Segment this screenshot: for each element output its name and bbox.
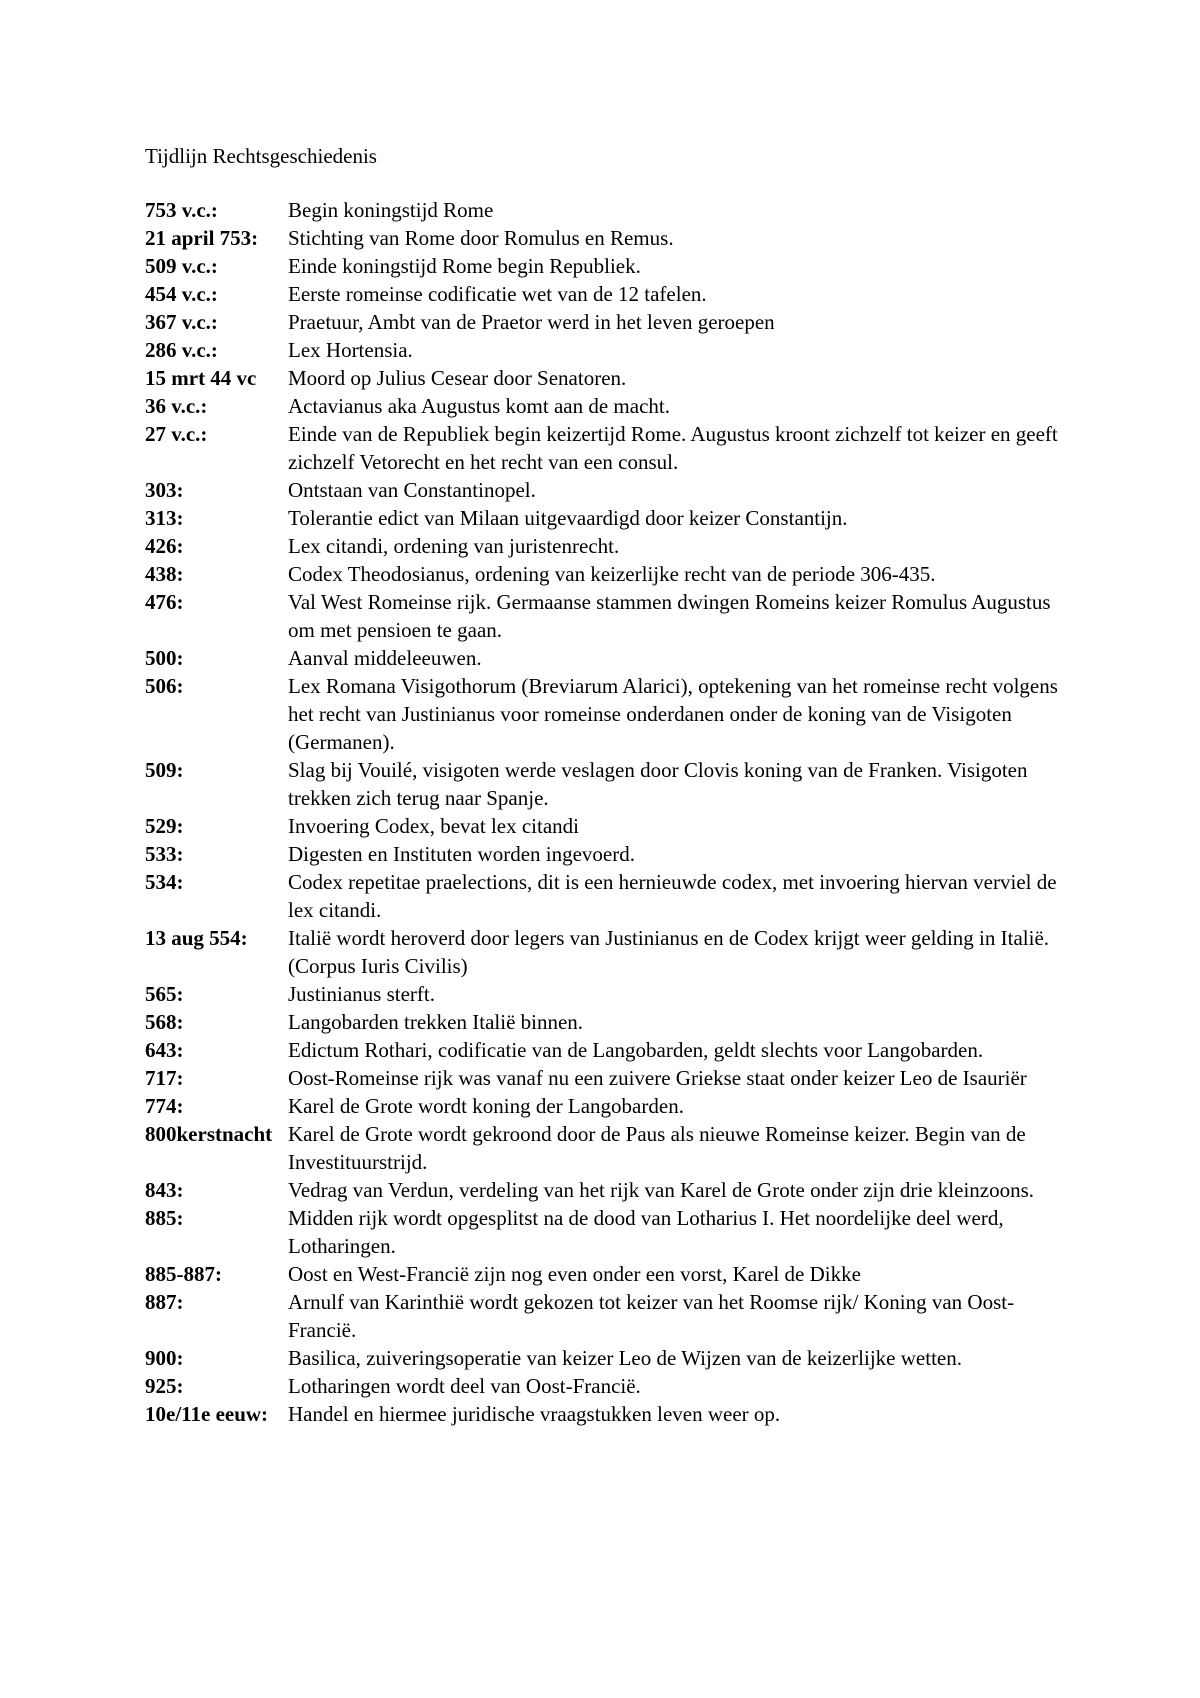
- entry-date: 13 aug 554:: [145, 926, 248, 950]
- timeline-entry: [145, 476, 1075, 504]
- timeline-entry: [145, 1260, 1075, 1288]
- timeline-entry: [145, 504, 1075, 532]
- timeline-entry: [145, 812, 1075, 840]
- timeline-entry: [145, 980, 1075, 1008]
- entry-text: Karel de Grote wordt gekroond door de Paus als nieuwe Romeinse keizer. Begin van de Investituurstrijd.: [288, 1122, 1026, 1174]
- entry-text: Karel de Grote wordt koning der Langobarden.: [288, 1094, 684, 1118]
- timeline-entry: [145, 1372, 1075, 1400]
- timeline-entry: [145, 336, 1075, 364]
- entry-date: 925:: [145, 1374, 184, 1398]
- entry-date: 885-887:: [145, 1262, 222, 1286]
- entry-date: 534:: [145, 870, 184, 894]
- entry-date: 36 v.c.:: [145, 394, 208, 418]
- timeline-entry: [145, 924, 1075, 980]
- entry-text: Moord op Julius Cesear door Senatoren.: [288, 366, 627, 390]
- timeline-entry: [145, 1120, 1075, 1176]
- timeline-entry: [145, 868, 1075, 924]
- timeline-entry: [145, 588, 1075, 644]
- timeline-entry: [145, 1064, 1075, 1092]
- timeline-entry: [145, 756, 1075, 812]
- document-title: Tijdlijn Rechtsgeschiedenis: [145, 144, 377, 168]
- timeline-entry: [145, 364, 1075, 392]
- entry-text: Slag bij Vouilé, visigoten werde veslagen door Clovis koning van de Franken. Visigoten trekken zich terug naar Spanje.: [288, 758, 1028, 810]
- entry-date: 533:: [145, 842, 184, 866]
- entry-text: Oost-Romeinse rijk was vanaf nu een zuivere Griekse staat onder keizer Leo de Isauriër: [288, 1066, 1027, 1090]
- entry-text: Einde van de Republiek begin keizertijd Rome. Augustus kroont zichzelf tot keizer en geeft zichzelf Vetorecht en het recht van een consul.: [288, 422, 1058, 474]
- entry-date: 454 v.c.:: [145, 282, 218, 306]
- entry-date: 887:: [145, 1290, 184, 1314]
- entry-date: 426:: [145, 534, 184, 558]
- entry-text: Oost en West-Francië zijn nog even onder een vorst, Karel de Dikke: [288, 1262, 861, 1286]
- entry-text: Aanval middeleeuwen.: [288, 646, 482, 670]
- entry-date: 885:: [145, 1206, 184, 1230]
- timeline-entry: [145, 560, 1075, 588]
- entry-date: 15 mrt 44 vc: [145, 366, 257, 390]
- entry-date: 286 v.c.:: [145, 338, 218, 362]
- entry-date: 500:: [145, 646, 184, 670]
- entry-text: Arnulf van Karinthië wordt gekozen tot keizer van het Roomse rijk/ Koning van Oost-Francië.: [288, 1290, 1015, 1342]
- entry-text: Praetuur, Ambt van de Praetor werd in het leven geroepen: [288, 310, 775, 334]
- entry-date: 303:: [145, 478, 184, 502]
- timeline-entry: [145, 644, 1075, 672]
- entry-text: Basilica, zuiveringsoperatie van keizer Leo de Wijzen van de keizerlijke wetten.: [288, 1346, 962, 1370]
- entry-text: Justinianus sterft.: [288, 982, 435, 1006]
- entry-text: Val West Romeinse rijk. Germaanse stammen dwingen Romeins keizer Romulus Augustus om met pensioen te gaan.: [288, 590, 1051, 642]
- timeline-entry: [145, 1036, 1075, 1064]
- entry-date: 774:: [145, 1094, 184, 1118]
- entry-date: 843:: [145, 1178, 184, 1202]
- entry-text: Midden rijk wordt opgesplitst na de dood van Lotharius I. Het noordelijke deel werd, Lotharingen.: [288, 1206, 1004, 1258]
- timeline-entry: [145, 672, 1075, 756]
- entry-text: Digesten en Instituten worden ingevoerd.: [288, 842, 635, 866]
- entry-date: 900:: [145, 1346, 184, 1370]
- entry-date: 717:: [145, 1066, 184, 1090]
- timeline-list: [145, 196, 1075, 1428]
- timeline-entry: [145, 196, 1075, 224]
- entry-text: Edictum Rothari, codificatie van de Langobarden, geldt slechts voor Langobarden.: [288, 1038, 984, 1062]
- entry-date: 438:: [145, 562, 184, 586]
- timeline-entry: [145, 1204, 1075, 1260]
- entry-text: Italië wordt heroverd door legers van Justinianus en de Codex krijgt weer gelding in Italië. (Corpus Iuris Civilis): [288, 926, 1050, 978]
- timeline-entry: [145, 280, 1075, 308]
- timeline-entry: [145, 1176, 1075, 1204]
- entry-text: Lex citandi, ordening van juristenrecht.: [288, 534, 620, 558]
- entry-date: 21 april 753:: [145, 226, 259, 250]
- timeline-entry: [145, 840, 1075, 868]
- timeline-entry: [145, 1008, 1075, 1036]
- entry-text: Langobarden trekken Italië binnen.: [288, 1010, 584, 1034]
- entry-date: 509 v.c.:: [145, 254, 218, 278]
- entry-date: 568:: [145, 1010, 184, 1034]
- entry-text: Codex Theodosianus, ordening van keizerlijke recht van de periode 306-435.: [288, 562, 936, 586]
- timeline-entry: [145, 252, 1075, 280]
- timeline-entry: [145, 1344, 1075, 1372]
- entry-date: 27 v.c.:: [145, 422, 208, 446]
- entry-date: 643:: [145, 1038, 184, 1062]
- entry-text: Begin koningstijd Rome: [288, 198, 494, 222]
- entry-text: Stichting van Rome door Romulus en Remus.: [288, 226, 674, 250]
- entry-text: Codex repetitae praelections, dit is een hernieuwde codex, met invoering hiervan verviel de lex citandi.: [288, 870, 1057, 922]
- entry-date: 313:: [145, 506, 184, 530]
- entry-date: 476:: [145, 590, 184, 614]
- timeline-entry: [145, 532, 1075, 560]
- entry-text: Handel en hiermee juridische vraagstukken leven weer op.: [288, 1402, 781, 1426]
- entry-text: Eerste romeinse codificatie wet van de 12 tafelen.: [288, 282, 707, 306]
- entry-date: 753 v.c.:: [145, 198, 218, 222]
- timeline-entry: [145, 1092, 1075, 1120]
- timeline-entry: [145, 224, 1075, 252]
- entry-text: Lex Hortensia.: [288, 338, 413, 362]
- entry-text: Tolerantie edict van Milaan uitgevaardigd door keizer Constantijn.: [288, 506, 848, 530]
- entry-date: 10e/11e eeuw:: [145, 1402, 269, 1426]
- entry-date: 800kerstnacht: [145, 1122, 273, 1146]
- timeline-entry: [145, 1400, 1075, 1428]
- entry-text: Lotharingen wordt deel van Oost-Francië.: [288, 1374, 641, 1398]
- entry-text: Actavianus aka Augustus komt aan de macht.: [288, 394, 670, 418]
- entry-date: 529:: [145, 814, 184, 838]
- entry-text: Vedrag van Verdun, verdeling van het rijk van Karel de Grote onder zijn drie kleinzoons.: [288, 1178, 1035, 1202]
- entry-text: Ontstaan van Constantinopel.: [288, 478, 536, 502]
- entry-date: 367 v.c.:: [145, 310, 218, 334]
- entry-date: 506:: [145, 674, 184, 698]
- timeline-entry: [145, 392, 1075, 420]
- entry-date: 509:: [145, 758, 184, 782]
- entry-text: Invoering Codex, bevat lex citandi: [288, 814, 579, 838]
- timeline-entry: [145, 420, 1075, 476]
- entry-text: Einde koningstijd Rome begin Republiek.: [288, 254, 641, 278]
- entry-date: 565:: [145, 982, 184, 1006]
- entry-text: Lex Romana Visigothorum (Breviarum Alarici), optekening van het romeinse recht volgens het recht van Justinianus voor romeinse onderdanen onder de koning van de Visigoten (Germanen).: [288, 674, 1058, 754]
- timeline-entry: [145, 1288, 1075, 1344]
- timeline-entry: [145, 308, 1075, 336]
- document-page: [145, 142, 1075, 1428]
